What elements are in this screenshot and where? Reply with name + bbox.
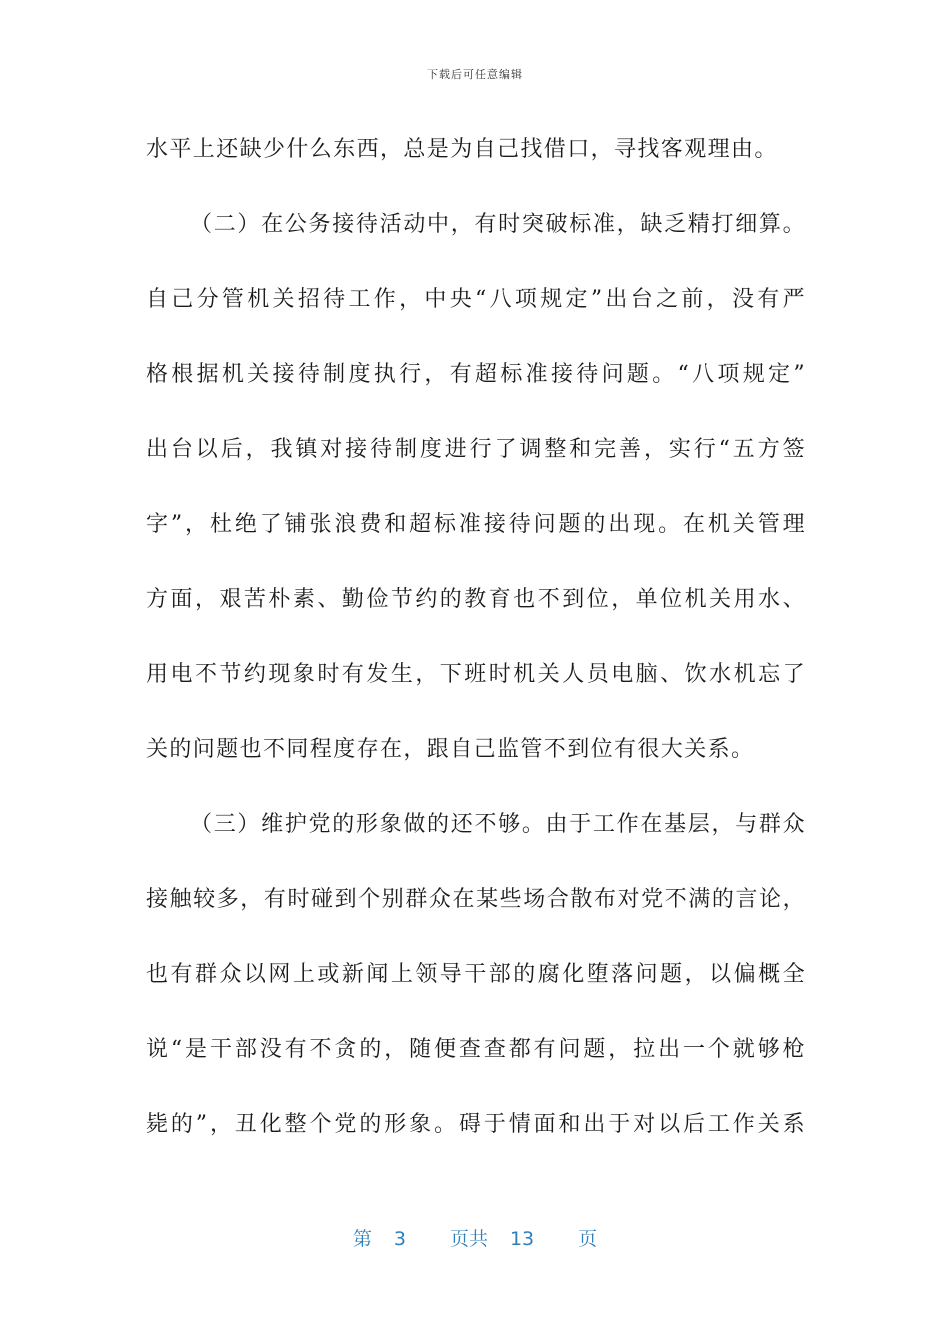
text-line: 字”，杜绝了铺张浪费和超标准接待问题的出现。在机关管理 [146,512,806,537]
page-number-footer [0,1224,950,1251]
text-line: 出台以后，我镇对接待制度进行了调整和完善，实行“五方签 [146,437,806,462]
text-line: （三）维护党的形象做的还不够。由于工作在基层，与群众 [190,812,806,837]
text-line: 说“是干部没有不贪的，随便查查都有问题，拉出一个就够枪 [146,1037,806,1062]
text-line: 用电不节约现象时有发生，下班时机关人员电脑、饮水机忘了 [146,662,806,687]
text-line: 也有群众以网上或新闻上领导干部的腐化堕落问题，以偏概全 [146,962,806,987]
text-line: 水平上还缺少什么东西，总是为自己找借口，寻找客观理由。 [146,137,778,162]
current-page-number: 3 [393,1228,406,1250]
footer-prefix: 第 [352,1228,372,1250]
text-line: 毙的”，丑化整个党的形象。碍于情面和出于对以后工作关系 [146,1112,806,1137]
total-pages-number: 13 [509,1228,535,1250]
page-header-note: 下载后可任意编辑 [427,68,523,81]
text-line: （二）在公务接待活动中，有时突破标准，缺乏精打细算。 [190,212,806,237]
text-line: 格根据机关接待制度执行，有超标准接待问题。“八项规定” [146,362,806,387]
document-body [146,112,806,1162]
text-line: 关的问题也不同程度存在，跟自己监管不到位有很大关系。 [146,737,755,762]
footer-middle: 页共 [449,1228,488,1250]
footer-suffix: 页 [578,1228,598,1250]
text-line: 自己分管机关招待工作，中央“八项规定”出台之前，没有严 [146,287,806,312]
text-line: 方面，艰苦朴素、勤俭节约的教育也不到位，单位机关用水、 [146,587,806,612]
text-line: 接触较多，有时碰到个别群众在某些场合散布对党不满的言论， [146,887,806,912]
